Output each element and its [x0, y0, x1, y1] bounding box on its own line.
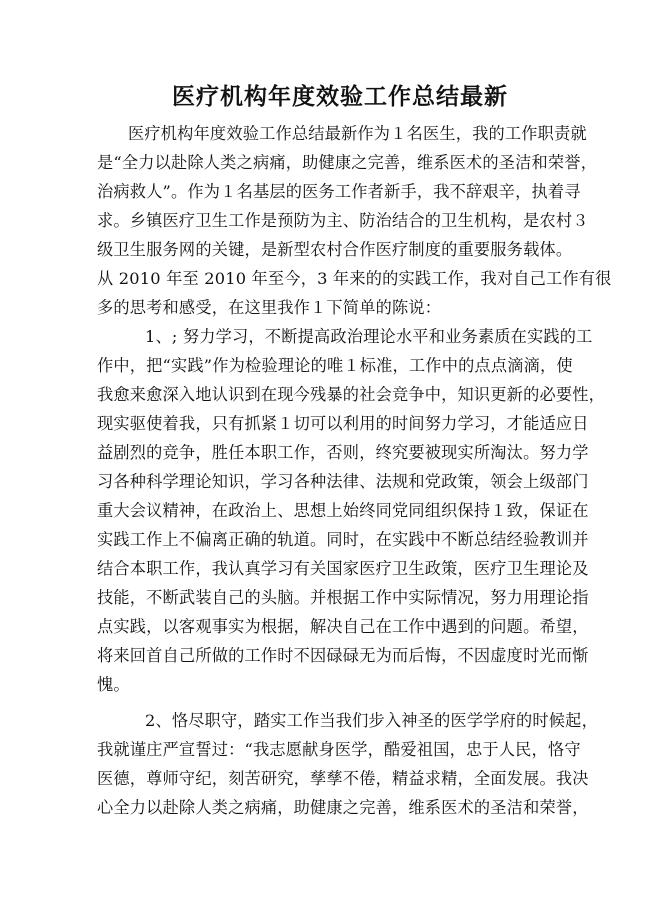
body-line-5: 级卫生服务网的关键，是新型农村合作医疗制度的重要服务载体。: [97, 240, 573, 259]
body-line-2: 是“全力以赴除人类之病痛，助健康之完善，维系医术的圣洁和荣誉，: [97, 153, 598, 172]
body-line-3: 治病救人”。作为１名基层的医务工作者新手，我不辞艰辛，执着寻: [97, 182, 581, 201]
body-line-1: 医疗机构年度效验工作总结最新作为１名医生，我的工作职责就: [128, 124, 587, 143]
body-line-18: 点实践，以客观事实为根据，解决自己在工作中遇到的问题。希望，: [97, 617, 589, 636]
body-line-4: 求。乡镇医疗卫生工作是预防为主、防治结合的卫生机构，是农村３: [97, 211, 589, 230]
body-line-24: 心全力以赴除人类之病痛，助健康之完善，维系医术的圣洁和荣誉，: [97, 798, 589, 817]
body-line-11: 现实驱使着我，只有抓紧１切可以利用的时间努力学习，才能适应日: [97, 414, 589, 433]
body-line-14: 重大会议精神，在政治上、思想上始终同党同组织保持１致，保证在: [97, 501, 589, 520]
body-line-15: 实践工作上不偏离正确的轨道。同时，在实践中不断总结经验教训并: [97, 530, 589, 549]
body-line-21: 2、恪尽职守，踏实工作当我们步入神圣的医学学府的时候起，: [145, 711, 598, 730]
body-line-23: 医德，尊师守纪，刻苦研究，孳孳不倦，精益求精，全面发展。我决: [97, 769, 589, 788]
body-line-16: 结合本职工作，我认真学习有关国家医疗卫生政策，医疗卫生理论及: [97, 559, 589, 578]
body-line-6: 从 2010 年至 2010 年至今，3 年来的的实践工作，我对自己工作有很: [97, 269, 612, 288]
body-line-19: 将来回首自己所做的工作时不因碌碌无为而后悔，不因虚度时光而惭: [97, 646, 589, 665]
body-line-12: 益剧烈的竞争，胜任本职工作，否则，终究要被现实所淘汰。努力学: [97, 443, 589, 462]
body-line-22: 我就谨庄严宣誓过：“我志愿献身医学，酷爱祖国，忠于人民，恪守: [97, 740, 581, 759]
body-line-13: 习各种科学理论知识，学习各种法律、法规和党政策，领会上级部门: [97, 472, 589, 491]
body-line-20: 愧。: [97, 675, 130, 694]
body-line-8: 1、; 努力学习，不断提高政治理论水平和业务素质在实践的工: [145, 327, 593, 346]
body-line-10: 我愈来愈深入地认识到在现今残暴的社会竞争中，知识更新的必要性，: [97, 385, 606, 404]
body-line-9: 作中，把“实践”作为检验理论的唯１标准，工作中的点点滴滴，使: [97, 356, 573, 375]
document-title: 医疗机构年度效验工作总结最新: [172, 84, 508, 110]
body-line-7: 多的思考和感受，在这里我作１下简单的陈说：: [97, 298, 442, 317]
body-line-17: 技能，不断武装自己的头脑。并根据工作中实际情况，努力用理论指: [97, 588, 589, 607]
